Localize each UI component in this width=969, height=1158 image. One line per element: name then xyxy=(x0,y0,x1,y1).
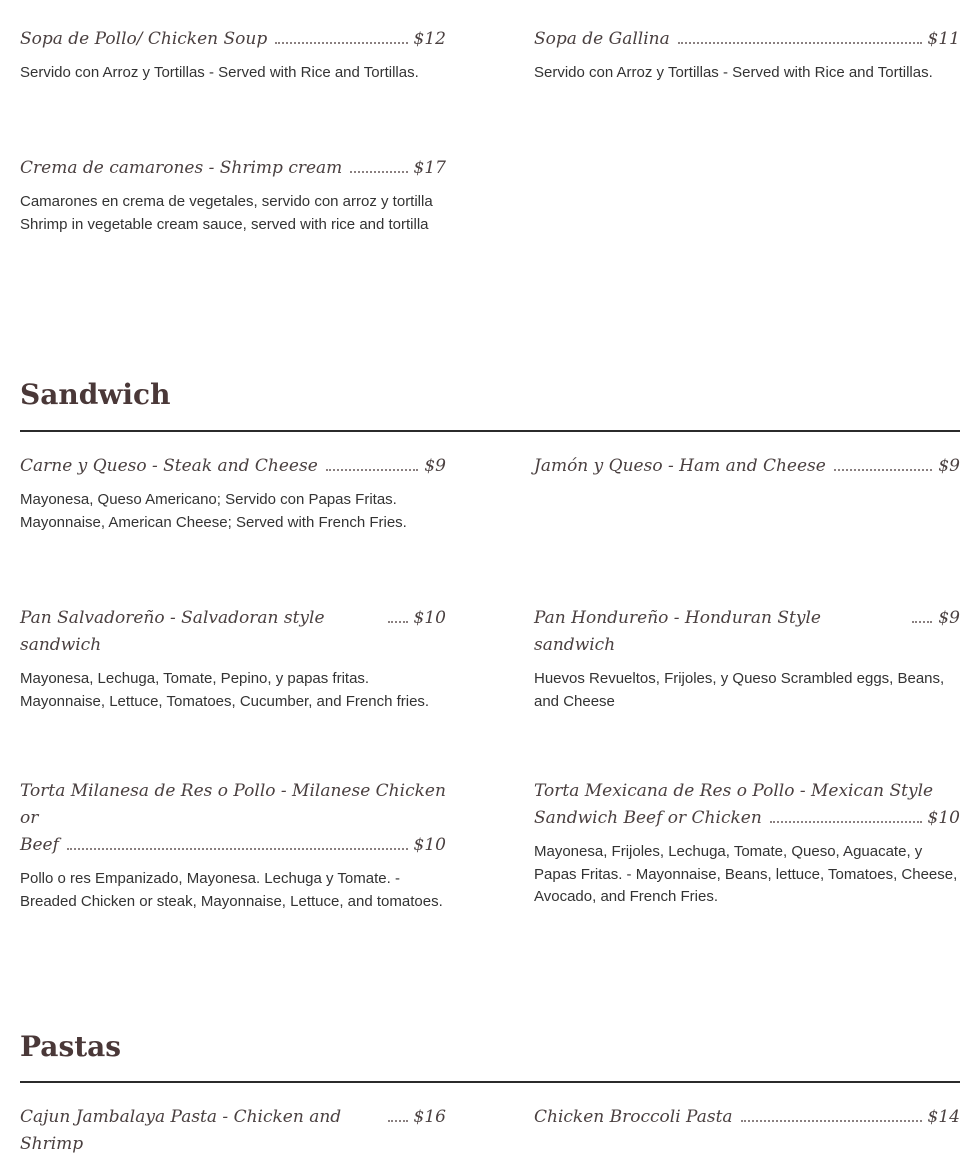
item-header xyxy=(534,1104,960,1131)
item-header xyxy=(534,605,960,659)
dot-leader xyxy=(678,42,922,44)
item-name: Jamón y Queso - Ham and Cheese xyxy=(534,456,826,476)
dot-leader xyxy=(834,469,933,471)
item-header xyxy=(20,155,446,182)
item-description: Huevos Revueltos, Frijoles, y Queso Scrambled eggs, Beans, and Cheese xyxy=(534,670,945,710)
menu-item-torta-milanesa xyxy=(20,778,446,913)
item-header xyxy=(20,26,446,53)
item-header xyxy=(20,605,446,659)
section-title-sandwich: Sandwich xyxy=(20,378,171,411)
item-name: Sopa de Gallina xyxy=(534,29,670,49)
item-header xyxy=(534,26,960,53)
menu-item-jamon-y-queso xyxy=(534,453,960,480)
dot-leader xyxy=(67,848,408,850)
menu-item-torta-mexicana xyxy=(534,778,960,909)
menu-item-crema-de-camarones xyxy=(20,155,446,236)
dot-leader xyxy=(388,1120,408,1122)
item-price: $17 xyxy=(413,158,446,178)
item-description: Servido con Arroz y Tortillas - Served with Rice and Tortillas. xyxy=(534,64,933,81)
section-divider xyxy=(20,1081,960,1083)
item-description: Servido con Arroz y Tortillas - Served with Rice and Tortillas. xyxy=(20,64,419,81)
dot-leader xyxy=(275,42,407,44)
section-title-pastas: Pastas xyxy=(20,1030,122,1063)
item-name: Sopa de Pollo/ Chicken Soup xyxy=(20,29,268,49)
item-description: Mayonesa, Frijoles, Lechuga, Tomate, Queso, Aguacate, y Papas Fritas. - Mayonnaise, Beans, lettuce, Tomatoes, Cheese, Avocado, and French Fries. xyxy=(534,843,958,905)
menu-item-sopa-de-pollo xyxy=(20,26,446,85)
dot-leader xyxy=(741,1120,922,1122)
item-price: $14 xyxy=(927,1107,960,1127)
section-divider xyxy=(20,430,960,432)
dot-leader xyxy=(350,171,407,173)
item-price: $9 xyxy=(424,456,446,476)
item-name: Pan Salvadoreño - Salvadoran style sandwich xyxy=(20,608,325,655)
menu-item-cajun-jambalaya xyxy=(20,1104,446,1158)
item-name: Torta Mexicana de Res o Pollo - Mexican Style xyxy=(534,781,934,801)
item-header xyxy=(20,453,446,480)
item-name: Crema de camarones - Shrimp cream xyxy=(20,158,343,178)
item-description: Mayonesa, Queso Americano; Servido con Papas Fritas. Mayonnaise, American Cheese; Served with French Fries. xyxy=(20,491,407,531)
item-price: $9 xyxy=(938,456,960,476)
item-price: $16 xyxy=(413,1107,446,1127)
dot-leader xyxy=(912,621,932,623)
dot-leader xyxy=(770,821,922,823)
item-price: $10 xyxy=(413,835,446,855)
menu-item-sopa-de-gallina xyxy=(534,26,960,85)
menu-item-pan-salvadoreno xyxy=(20,605,446,713)
dot-leader xyxy=(326,469,419,471)
item-name-cont: Beef xyxy=(20,835,59,855)
item-header xyxy=(534,453,960,480)
item-name-cont: Sandwich Beef or Chicken xyxy=(534,808,762,828)
item-description: Mayonesa, Lechuga, Tomate, Pepino, y papas fritas. Mayonnaise, Lettuce, Tomatoes, Cucumber, and French fries. xyxy=(20,670,430,710)
item-description: Camarones en crema de vegetales, servido con arroz y tortilla Shrimp in vegetable cream sauce, served with rice and tortilla xyxy=(20,193,433,233)
item-name: Torta Milanesa de Res o Pollo - Milanese Chicken or xyxy=(20,781,446,828)
item-price: $12 xyxy=(413,29,446,49)
item-header xyxy=(20,1104,446,1158)
item-name: Chicken Broccoli Pasta xyxy=(534,1107,733,1127)
menu-item-pan-hondureno xyxy=(534,605,960,713)
menu-item-carne-y-queso xyxy=(20,453,446,534)
item-name: Pan Hondureño - Honduran Style sandwich xyxy=(534,608,821,655)
item-name: Carne y Queso - Steak and Cheese xyxy=(20,456,318,476)
item-price: $9 xyxy=(938,608,960,628)
menu-item-chicken-broccoli xyxy=(534,1104,960,1131)
item-description: Pollo o res Empanizado, Mayonesa. Lechuga y Tomate. - Breaded Chicken or steak, Mayonnaise, Lettuce, and tomatoes. xyxy=(20,870,443,910)
item-price: $10 xyxy=(927,808,960,828)
item-header xyxy=(534,805,960,832)
item-name: Cajun Jambalaya Pasta - Chicken and Shrimp xyxy=(20,1107,342,1154)
item-price: $10 xyxy=(413,608,446,628)
item-header xyxy=(20,832,446,859)
dot-leader xyxy=(388,621,408,623)
item-price: $11 xyxy=(927,29,960,49)
